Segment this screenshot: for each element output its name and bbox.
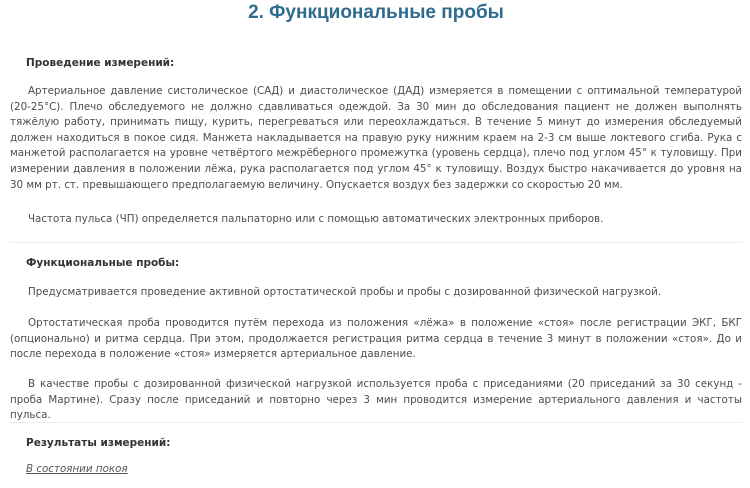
results-heading: Результаты измерений: [26,437,171,449]
measurement-paragraph-1: Артериальное давление систолическое (САД) и диастолическое (ДАД) измеряется в помещении с оптимальной температурой (20-25°С). Плечо обследуемого не должно сдавливаться одеждой. За 30 мин до обследования пациент не должен выполнять тяжёлую работу, принимать пищу, курить, перегреваться или переохлаждаться. В течение 5 минут до измерения обследуемый должен находиться в покое сидя. Манжета накладывается на правую руку нижним краем на 2-3 см выше локтевого сгиба. Рука с манжетой располагается на уровне четвёртого межрёберного промежутка (уровень сердца), плечо под углом 45° к туловищу. При измерении давления в положении лёжа, рука располагается под углом 45° к туловищу. Воздух быстро накачивается до уровня на 30 мм рт. ст. превышающего предполагаемую величину. Опускается воздух без задержки со скоростью 20 мм. [10,85,742,191]
section-divider [10,242,742,243]
functional-tests-paragraph-1: Предусматривается проведение активной ортостатической пробы и пробы с дозированной физической нагрузкой. [28,286,662,298]
section-divider [10,422,742,423]
measurement-heading: Проведение измерений: [26,57,175,69]
measurement-paragraph-2: Частота пульса (ЧП) определяется пальпаторно или с помощью автоматических электронных приборов. [28,213,604,225]
functional-tests-paragraph-2: Ортостатическая проба проводится путём перехода из положения «лёжа» в положение «стоя» после регистрации ЭКГ, БКГ (опционально) и ритма сердца. При этом, продолжается регистрация ритма сердца в течение 3 минут в положении «стоя». До и после перехода в положение «стоя» измеряется артериальное давление. [10,317,742,361]
functional-tests-heading: Функциональные пробы: [26,257,180,269]
page-title: 2. Функциональные пробы [248,2,504,23]
functional-tests-paragraph-3: В качестве пробы с дозированной физической нагрузкой используется проба с приседаниями (20 приседаний за 30 секунд - проба Мартине). Сразу после приседаний и повторно через 3 мин проводится измерение артериального давления и частоты пульса. [10,378,742,422]
results-subheading-link[interactable]: В состоянии покоя [26,463,128,475]
